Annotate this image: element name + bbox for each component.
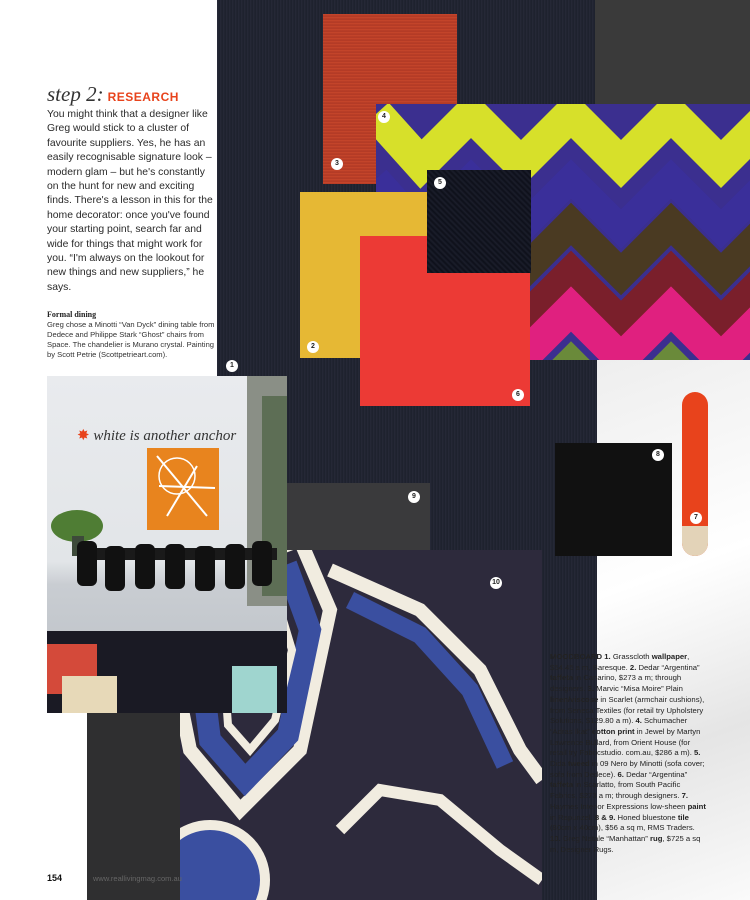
moodboard-item: 3. Marvic “Misa Moire” Plain linen/viscose in Scarlet (armchair cushions), from Seneca Textiles (for retail try Upholstery Solutions, $129.80 a m). — [550, 684, 705, 726]
swatch-number-10: 10 — [490, 577, 502, 589]
dark-tile-strip — [87, 712, 180, 900]
moodboard-item: 7. Haymes Interior Expressions low-sheen paint in Rapunzel. — [550, 791, 706, 822]
moodboard-credits — [550, 652, 707, 855]
moodboard-item: 10. Greg Natale “Manhattan” rug, $725 a sq m, Designer Rugs. — [550, 833, 701, 854]
flourish-icon: ✸ — [77, 428, 90, 444]
magazine-url: www.reallivingmag.com.au — [93, 874, 182, 883]
moodboard-heading: MOODBOARD — [550, 652, 603, 661]
moodboard-item: 1. Grasscloth wallpaper, $54.45 a m, Baresque. — [550, 652, 690, 672]
swatch-number-2: 2 — [307, 341, 319, 353]
caption-body: Greg chose a Minotti “Van Dyck” dining table from Dedece and Philippe Stark “Ghost” chairs from Space. The chandelier is Murano crystal. Painting by Scott Petrie (Scottpetrieart.com). — [47, 320, 215, 359]
section-heading — [47, 82, 227, 107]
swatch-number-6: 6 — [512, 389, 524, 401]
swatch-number-5: 5 — [434, 177, 446, 189]
step-label: step 2: — [47, 82, 104, 106]
moodboard-item: 8 & 9. Honed bluestone tile (80cm x 40cm), $56 a sq m, RMS Traders. — [550, 812, 695, 833]
intro-paragraph: You might think that a designer like Greg would stick to a cluster of favourite suppliers. Yes, he has an easily recognisable signature look – modern glam – but he's constantly on the hunt for new and exciting finds. There's a lesson in this for the home decorator: once you've found your starting point, search far and wide for things that might work for you. “I'm always on the lookout for new things and new suppliers,” he says. — [47, 109, 213, 293]
swatch-number-9: 9 — [408, 491, 420, 503]
swatch-number-8: 8 — [652, 449, 664, 461]
swatch-number-4: 4 — [378, 111, 390, 123]
photo-overlay-text — [77, 426, 236, 445]
photo-overlay-label: white is another anchor — [93, 428, 237, 444]
paint-stick-tip — [682, 526, 708, 556]
caption-title: Formal dining — [47, 310, 97, 319]
moodboard-item: 6. Dedar “Argentina” taffeta in Scarlatto, from South Pacific Fabrics, $273 a m; through designers. — [550, 769, 688, 801]
swatch-number-1: 1 — [226, 360, 238, 372]
dining-room-photo — [47, 376, 287, 713]
moodboard-item: 2. Dedar “Argentina” taffeta in Canarino, $273 a m; through designers. — [550, 662, 700, 694]
page-number: 154 — [47, 873, 63, 883]
moodboard-item: 4. Schumacher “Adras Ikat” cotton print in Jewel by Martyn Lawrence Bullard, from Orient House (for retail try Fabricstudio. com.au, $286 a m). — [550, 716, 701, 758]
swatch-number-7: 7 — [690, 512, 702, 524]
swatch-number-3: 3 — [331, 158, 343, 170]
research-label: RESEARCH — [107, 90, 179, 104]
paint-stick — [682, 392, 708, 556]
moodboard-item: 5. Dida tweed in 09 Nero by Minotti (sofa cover; sofa from Dedece). — [550, 748, 705, 779]
